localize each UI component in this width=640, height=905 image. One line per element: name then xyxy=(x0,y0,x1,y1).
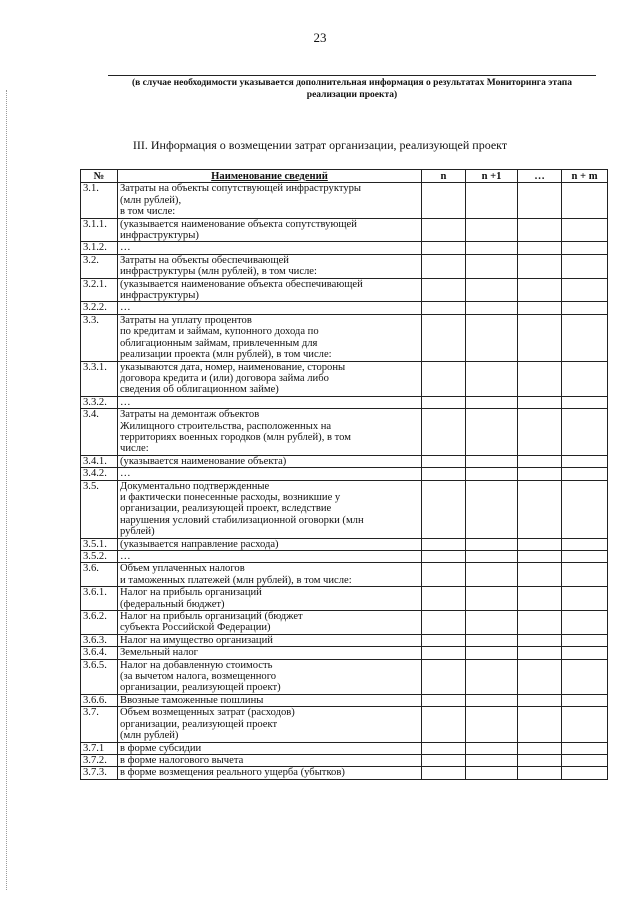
value-cell-n-plus-1 xyxy=(466,551,518,563)
value-cell-n-plus-1 xyxy=(466,396,518,408)
table-row xyxy=(81,455,608,467)
table-row xyxy=(81,183,608,218)
value-cell-n-plus-m xyxy=(562,455,608,467)
value-cell-ellipsis xyxy=(518,538,562,550)
value-cell-n xyxy=(422,361,466,396)
value-cell-n xyxy=(422,218,466,242)
value-cell-n xyxy=(422,409,466,456)
value-cell-ellipsis xyxy=(518,183,562,218)
row-number: 3.3.2. xyxy=(81,396,118,408)
row-description: … xyxy=(118,468,422,480)
value-cell-ellipsis xyxy=(518,468,562,480)
value-cell-n-plus-m xyxy=(562,314,608,361)
table-row xyxy=(81,314,608,361)
row-description: (указывается наименование объекта сопутствующей инфраструктуры) xyxy=(118,218,422,242)
value-cell-n-plus-m xyxy=(562,611,608,635)
value-cell-n xyxy=(422,551,466,563)
row-number: 3.7.1 xyxy=(81,742,118,754)
value-cell-ellipsis xyxy=(518,218,562,242)
value-cell-n-plus-1 xyxy=(466,611,518,635)
row-description: указываются дата, номер, наименование, стороны договора кредита и (или) договора займа либо сведения об облигационном займе) xyxy=(118,361,422,396)
row-number: 3.6.1. xyxy=(81,587,118,611)
value-cell-n-plus-m xyxy=(562,468,608,480)
value-cell-ellipsis xyxy=(518,314,562,361)
row-number: 3.1.2. xyxy=(81,242,118,254)
row-number: 3.2. xyxy=(81,254,118,278)
row-number: 3.5.1. xyxy=(81,538,118,550)
table-row xyxy=(81,754,608,766)
value-cell-ellipsis xyxy=(518,361,562,396)
table-body xyxy=(81,183,608,779)
row-description: Документально подтвержденные и фактически понесенные расходы, возникшие у организации, реализующей проект, вследствие нарушения условий стабилизационной оговорки (млн рублей) xyxy=(118,480,422,538)
row-description: … xyxy=(118,302,422,314)
value-cell-n xyxy=(422,396,466,408)
row-description: … xyxy=(118,551,422,563)
value-cell-n-plus-1 xyxy=(466,647,518,659)
value-cell-n-plus-1 xyxy=(466,707,518,742)
row-number: 3.1. xyxy=(81,183,118,218)
value-cell-n-plus-m xyxy=(562,302,608,314)
table-row xyxy=(81,278,608,302)
value-cell-n-plus-m xyxy=(562,587,608,611)
table-row xyxy=(81,634,608,646)
value-cell-n-plus-m xyxy=(562,278,608,302)
value-cell-n xyxy=(422,754,466,766)
value-cell-n-plus-1 xyxy=(466,694,518,706)
value-cell-ellipsis xyxy=(518,587,562,611)
value-cell-n-plus-m xyxy=(562,242,608,254)
value-cell-n-plus-m xyxy=(562,254,608,278)
value-cell-n xyxy=(422,183,466,218)
row-description: Земельный налог xyxy=(118,647,422,659)
value-cell-n-plus-1 xyxy=(466,634,518,646)
value-cell-ellipsis xyxy=(518,278,562,302)
value-cell-ellipsis xyxy=(518,659,562,694)
value-cell-n-plus-m xyxy=(562,707,608,742)
value-cell-ellipsis xyxy=(518,707,562,742)
table-row xyxy=(81,647,608,659)
value-cell-n-plus-m xyxy=(562,742,608,754)
value-cell-n xyxy=(422,538,466,550)
value-cell-n xyxy=(422,278,466,302)
value-cell-n xyxy=(422,314,466,361)
value-cell-n-plus-m xyxy=(562,361,608,396)
value-cell-n-plus-1 xyxy=(466,314,518,361)
row-number: 3.3.1. xyxy=(81,361,118,396)
value-cell-ellipsis xyxy=(518,455,562,467)
column-header-n-plus-1: n +1 xyxy=(466,170,518,183)
value-cell-ellipsis xyxy=(518,754,562,766)
value-cell-n xyxy=(422,647,466,659)
value-cell-ellipsis xyxy=(518,647,562,659)
value-cell-n-plus-m xyxy=(562,647,608,659)
table-row xyxy=(81,254,608,278)
row-number: 3.6.2. xyxy=(81,611,118,635)
value-cell-n-plus-1 xyxy=(466,587,518,611)
value-cell-n-plus-1 xyxy=(466,468,518,480)
value-cell-n-plus-1 xyxy=(466,302,518,314)
value-cell-n-plus-1 xyxy=(466,742,518,754)
value-cell-n-plus-1 xyxy=(466,538,518,550)
value-cell-n xyxy=(422,455,466,467)
row-description: Налог на добавленную стоимость (за вычетом налога, возмещенного организации, реализующей проект) xyxy=(118,659,422,694)
row-description: Объем возмещенных затрат (расходов) организации, реализующей проект (млн рублей) xyxy=(118,707,422,742)
row-number: 3.2.1. xyxy=(81,278,118,302)
divider-line xyxy=(108,75,596,76)
row-description: Затраты на демонтаж объектов Жилищного строительства, расположенных на территориях военных городков (млн рублей), в том числе: xyxy=(118,409,422,456)
row-number: 3.6.6. xyxy=(81,694,118,706)
value-cell-n-plus-m xyxy=(562,409,608,456)
value-cell-n-plus-m xyxy=(562,396,608,408)
value-cell-ellipsis xyxy=(518,563,562,587)
table-header-row xyxy=(81,170,608,183)
value-cell-n-plus-1 xyxy=(466,767,518,779)
row-description: … xyxy=(118,242,422,254)
row-description: Затраты на объекты сопутствующей инфраструктуры (млн рублей), в том числе: xyxy=(118,183,422,218)
value-cell-ellipsis xyxy=(518,611,562,635)
value-cell-n xyxy=(422,767,466,779)
row-number: 3.7.2. xyxy=(81,754,118,766)
table-row xyxy=(81,242,608,254)
value-cell-n xyxy=(422,611,466,635)
row-number: 3.6.4. xyxy=(81,647,118,659)
value-cell-n-plus-m xyxy=(562,754,608,766)
value-cell-n xyxy=(422,254,466,278)
column-header-name: Наименование сведений xyxy=(118,170,422,183)
row-number: 3.4.2. xyxy=(81,468,118,480)
row-number: 3.6.5. xyxy=(81,659,118,694)
value-cell-ellipsis xyxy=(518,396,562,408)
row-description: (указывается наименование объекта) xyxy=(118,455,422,467)
value-cell-n-plus-1 xyxy=(466,480,518,538)
value-cell-n-plus-m xyxy=(562,694,608,706)
table-row xyxy=(81,707,608,742)
row-description: (указывается направление расхода) xyxy=(118,538,422,550)
table-row xyxy=(81,694,608,706)
costs-table xyxy=(80,169,608,780)
table-row xyxy=(81,409,608,456)
table-row xyxy=(81,587,608,611)
table-row xyxy=(81,659,608,694)
value-cell-ellipsis xyxy=(518,742,562,754)
row-number: 3.4.1. xyxy=(81,455,118,467)
row-number: 3.7.3. xyxy=(81,767,118,779)
row-description: Налог на имущество организаций xyxy=(118,634,422,646)
table-row xyxy=(81,302,608,314)
row-number: 3.5. xyxy=(81,480,118,538)
column-header-n-plus-m: n + m xyxy=(562,170,608,183)
table-row xyxy=(81,396,608,408)
row-number: 3.2.2. xyxy=(81,302,118,314)
row-description: Налог на прибыль организаций (бюджет субъекта Российской Федерации) xyxy=(118,611,422,635)
row-description: Затраты на объекты обеспечивающей инфраструктуры (млн рублей), в том числе: xyxy=(118,254,422,278)
row-number: 3.6.3. xyxy=(81,634,118,646)
value-cell-n xyxy=(422,242,466,254)
value-cell-ellipsis xyxy=(518,242,562,254)
row-description: Налог на прибыль организаций (федеральный бюджет) xyxy=(118,587,422,611)
value-cell-n-plus-1 xyxy=(466,754,518,766)
value-cell-n-plus-m xyxy=(562,563,608,587)
value-cell-n xyxy=(422,694,466,706)
value-cell-ellipsis xyxy=(518,551,562,563)
value-cell-n-plus-1 xyxy=(466,218,518,242)
column-header-ellipsis: … xyxy=(518,170,562,183)
value-cell-n xyxy=(422,634,466,646)
table-row xyxy=(81,468,608,480)
column-header-number: № xyxy=(81,170,118,183)
value-cell-n-plus-m xyxy=(562,183,608,218)
value-cell-n xyxy=(422,480,466,538)
row-description: Ввозные таможенные пошлины xyxy=(118,694,422,706)
section-title: III. Информация о возмещении затрат организации, реализующей проект xyxy=(132,138,508,152)
row-description: (указывается наименование объекта обеспечивающей инфраструктуры) xyxy=(118,278,422,302)
value-cell-n xyxy=(422,587,466,611)
row-number: 3.1.1. xyxy=(81,218,118,242)
row-description: … xyxy=(118,396,422,408)
row-description: в форме возмещения реального ущерба (убытков) xyxy=(118,767,422,779)
value-cell-n-plus-m xyxy=(562,218,608,242)
left-margin-marks xyxy=(6,90,10,890)
table-row xyxy=(81,551,608,563)
column-header-n: n xyxy=(422,170,466,183)
value-cell-n-plus-m xyxy=(562,551,608,563)
row-description: в форме налогового вычета xyxy=(118,754,422,766)
value-cell-n-plus-m xyxy=(562,538,608,550)
value-cell-n-plus-1 xyxy=(466,409,518,456)
value-cell-ellipsis xyxy=(518,634,562,646)
value-cell-n-plus-1 xyxy=(466,254,518,278)
table-row xyxy=(81,611,608,635)
table-row xyxy=(81,218,608,242)
value-cell-n xyxy=(422,468,466,480)
table-row xyxy=(81,767,608,779)
value-cell-ellipsis xyxy=(518,254,562,278)
value-cell-n xyxy=(422,302,466,314)
value-cell-ellipsis xyxy=(518,480,562,538)
value-cell-n-plus-m xyxy=(562,480,608,538)
value-cell-ellipsis xyxy=(518,409,562,456)
page-number: 23 xyxy=(313,30,327,45)
value-cell-n-plus-1 xyxy=(466,455,518,467)
value-cell-n-plus-1 xyxy=(466,278,518,302)
value-cell-ellipsis xyxy=(518,302,562,314)
value-cell-n-plus-1 xyxy=(466,659,518,694)
table-row xyxy=(81,480,608,538)
row-description: в форме субсидии xyxy=(118,742,422,754)
value-cell-n xyxy=(422,659,466,694)
value-cell-ellipsis xyxy=(518,694,562,706)
row-number: 3.6. xyxy=(81,563,118,587)
value-cell-n xyxy=(422,707,466,742)
value-cell-ellipsis xyxy=(518,767,562,779)
value-cell-n xyxy=(422,563,466,587)
value-cell-n-plus-1 xyxy=(466,242,518,254)
monitoring-note: (в случае необходимости указывается дополнительная информация о результатах Мониторинга этапа реализации проекта) xyxy=(131,78,572,100)
table-row xyxy=(81,538,608,550)
value-cell-n-plus-m xyxy=(562,767,608,779)
value-cell-n-plus-m xyxy=(562,634,608,646)
value-cell-n xyxy=(422,742,466,754)
value-cell-n-plus-m xyxy=(562,659,608,694)
table-row xyxy=(81,361,608,396)
row-number: 3.4. xyxy=(81,409,118,456)
value-cell-n-plus-1 xyxy=(466,183,518,218)
table-row xyxy=(81,563,608,587)
table-row xyxy=(81,742,608,754)
value-cell-n-plus-1 xyxy=(466,361,518,396)
row-description: Объем уплаченных налогов и таможенных платежей (млн рублей), в том числе: xyxy=(118,563,422,587)
row-number: 3.3. xyxy=(81,314,118,361)
row-number: 3.7. xyxy=(81,707,118,742)
value-cell-n-plus-1 xyxy=(466,563,518,587)
row-description: Затраты на уплату процентов по кредитам и займам, купонного дохода по облигационным займам, привлеченным для реализации проекта (млн рублей), в том числе: xyxy=(118,314,422,361)
row-number: 3.5.2. xyxy=(81,551,118,563)
